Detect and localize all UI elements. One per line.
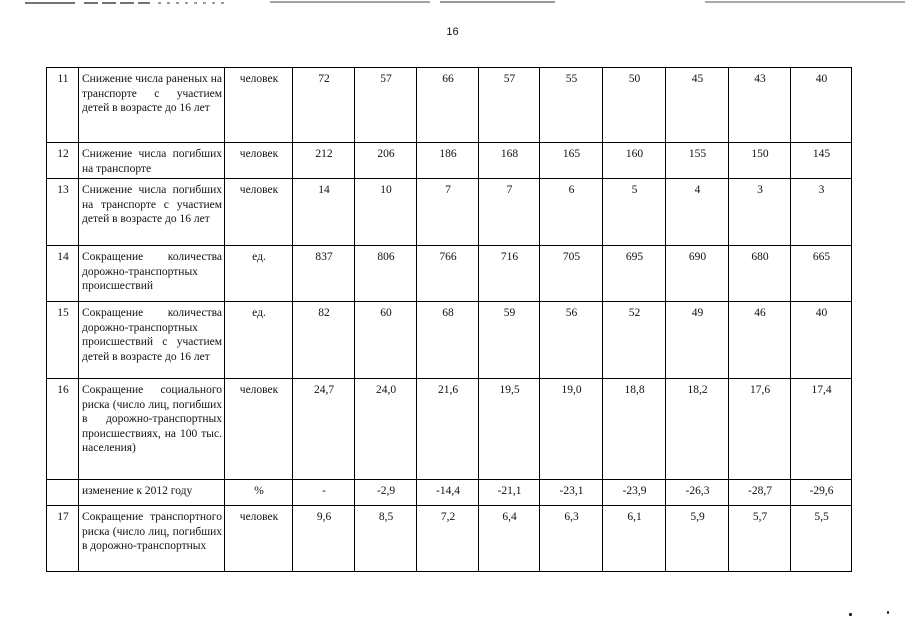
value-cell: 66	[417, 68, 479, 143]
value-cell: 68	[417, 302, 479, 379]
value-cell: -21,1	[479, 480, 540, 506]
value-cell: 5,7	[729, 506, 791, 572]
value-cell: 186	[417, 143, 479, 179]
value-cell: 7,2	[417, 506, 479, 572]
value-cell: 56	[540, 302, 603, 379]
value-cell: 40	[791, 302, 852, 379]
indicator-name: Сокращение количества дорожно-транспортных происшествий	[79, 246, 225, 302]
value-cell: 82	[293, 302, 355, 379]
value-cell: 10	[355, 179, 417, 246]
unit-of-measure: ед.	[225, 246, 293, 302]
row-number: 13	[47, 179, 79, 246]
value-cell: 18,2	[666, 379, 729, 480]
indicator-name: Снижение числа раненых на транспорте с участием детей в возрасте до 16 лет	[79, 68, 225, 143]
value-cell: 52	[603, 302, 666, 379]
indicator-name: Сокращение количества дорожно-транспортных происшествий с участием детей в возрасте до 16 лет	[79, 302, 225, 379]
value-cell: 7	[479, 179, 540, 246]
value-cell: 705	[540, 246, 603, 302]
unit-of-measure: человек	[225, 143, 293, 179]
value-cell: 60	[355, 302, 417, 379]
indicator-name: Снижение числа погибших на транспорте с участием детей в возрасте до 16 лет	[79, 179, 225, 246]
value-cell: -23,9	[603, 480, 666, 506]
row-number: 17	[47, 506, 79, 572]
value-cell: 168	[479, 143, 540, 179]
value-cell: 50	[603, 68, 666, 143]
value-cell: 155	[666, 143, 729, 179]
value-cell: 19,0	[540, 379, 603, 480]
page-number: 16	[446, 26, 459, 38]
value-cell: 57	[355, 68, 417, 143]
value-cell: 24,7	[293, 379, 355, 480]
table-row	[47, 179, 852, 246]
value-cell: 695	[603, 246, 666, 302]
value-cell: 57	[479, 68, 540, 143]
value-cell: 3	[791, 179, 852, 246]
value-cell: 6,4	[479, 506, 540, 572]
value-cell: 806	[355, 246, 417, 302]
unit-of-measure: человек	[225, 506, 293, 572]
value-cell: 40	[791, 68, 852, 143]
value-cell: 9,6	[293, 506, 355, 572]
value-cell: 17,6	[729, 379, 791, 480]
value-cell: 6	[540, 179, 603, 246]
value-cell: 690	[666, 246, 729, 302]
value-cell: 5,9	[666, 506, 729, 572]
value-cell: 6,3	[540, 506, 603, 572]
value-cell: 716	[479, 246, 540, 302]
value-cell: 59	[479, 302, 540, 379]
value-cell: -26,3	[666, 480, 729, 506]
indicator-name: изменение к 2012 году	[79, 480, 225, 506]
value-cell: -29,6	[791, 480, 852, 506]
table-row	[47, 379, 852, 480]
value-cell: 21,6	[417, 379, 479, 480]
table-row	[47, 302, 852, 379]
value-cell: 837	[293, 246, 355, 302]
value-cell: 5	[603, 179, 666, 246]
value-cell: 206	[355, 143, 417, 179]
scan-speck	[849, 613, 852, 616]
value-cell: 18,8	[603, 379, 666, 480]
table-row	[47, 246, 852, 302]
row-number: 11	[47, 68, 79, 143]
value-cell: 7	[417, 179, 479, 246]
row-number: 14	[47, 246, 79, 302]
value-cell: 165	[540, 143, 603, 179]
unit-of-measure: человек	[225, 379, 293, 480]
value-cell: 150	[729, 143, 791, 179]
row-number: 16	[47, 379, 79, 480]
value-cell: 5,5	[791, 506, 852, 572]
scan-artifact-lines	[0, 0, 905, 10]
row-number: 15	[47, 302, 79, 379]
value-cell: 665	[791, 246, 852, 302]
unit-of-measure: человек	[225, 68, 293, 143]
value-cell: 160	[603, 143, 666, 179]
value-cell: 72	[293, 68, 355, 143]
value-cell: -	[293, 480, 355, 506]
value-cell: 24,0	[355, 379, 417, 480]
table-row	[47, 68, 852, 143]
indicator-name: Сокращение транспортного риска (число лиц, погибших в дорожно-транспортных	[79, 506, 225, 572]
value-cell: -14,4	[417, 480, 479, 506]
unit-of-measure: ед.	[225, 302, 293, 379]
value-cell: 19,5	[479, 379, 540, 480]
table-row	[47, 506, 852, 572]
scan-speck	[887, 611, 889, 614]
value-cell: 46	[729, 302, 791, 379]
value-cell: 45	[666, 68, 729, 143]
value-cell: 145	[791, 143, 852, 179]
value-cell: -2,9	[355, 480, 417, 506]
unit-of-measure: %	[225, 480, 293, 506]
value-cell: 43	[729, 68, 791, 143]
table-row	[47, 480, 852, 506]
value-cell: 4	[666, 179, 729, 246]
value-cell: 49	[666, 302, 729, 379]
value-cell: -28,7	[729, 480, 791, 506]
row-number	[47, 480, 79, 506]
row-number: 12	[47, 143, 79, 179]
value-cell: 766	[417, 246, 479, 302]
value-cell: 3	[729, 179, 791, 246]
value-cell: 8,5	[355, 506, 417, 572]
value-cell: 680	[729, 246, 791, 302]
indicator-name: Сокращение социального риска (число лиц, погибших в дорожно-транспортных происшествиях, на 100 тыс. населения)	[79, 379, 225, 480]
table-row	[47, 143, 852, 179]
value-cell: 17,4	[791, 379, 852, 480]
value-cell: 212	[293, 143, 355, 179]
indicators-table	[46, 67, 852, 572]
value-cell: 6,1	[603, 506, 666, 572]
value-cell: 55	[540, 68, 603, 143]
value-cell: -23,1	[540, 480, 603, 506]
unit-of-measure: человек	[225, 179, 293, 246]
value-cell: 14	[293, 179, 355, 246]
indicator-name: Снижение числа погибших на транспорте	[79, 143, 225, 179]
